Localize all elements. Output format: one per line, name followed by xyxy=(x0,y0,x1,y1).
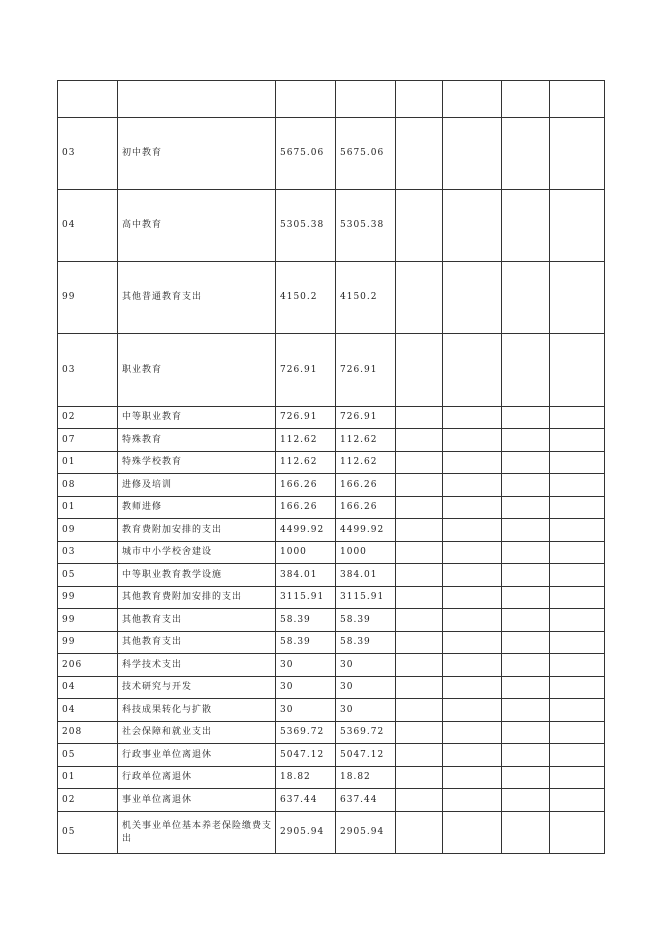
value-cell: 30 xyxy=(336,699,396,722)
code-cell: 03 xyxy=(58,542,118,564)
value-cell: 5675.06 xyxy=(276,118,336,190)
code-cell: 99 xyxy=(58,587,118,609)
value-cell: 30 xyxy=(336,654,396,677)
value-cell: 2905.94 xyxy=(276,812,336,854)
code-cell: 05 xyxy=(58,744,118,767)
empty-cell xyxy=(443,542,502,564)
value-cell: 112.62 xyxy=(276,429,336,452)
empty-cell xyxy=(396,609,443,632)
empty-cell xyxy=(396,118,443,190)
code-cell: 04 xyxy=(58,190,118,262)
empty-cell xyxy=(396,632,443,654)
empty-cell xyxy=(443,699,502,722)
empty-cell xyxy=(502,542,550,564)
table-row xyxy=(58,587,605,609)
empty-cell xyxy=(502,632,550,654)
code-cell: 03 xyxy=(58,334,118,407)
empty-cell xyxy=(502,519,550,542)
code-cell: 02 xyxy=(58,789,118,812)
empty-cell xyxy=(396,654,443,677)
value-cell: 5305.38 xyxy=(276,190,336,262)
empty-cell xyxy=(443,722,502,744)
name-cell: 高中教育 xyxy=(118,190,276,262)
code-cell: 09 xyxy=(58,519,118,542)
table-row xyxy=(58,677,605,699)
name-cell: 其他教育费附加安排的支出 xyxy=(118,587,276,609)
empty-cell xyxy=(550,587,605,609)
value-cell: 166.26 xyxy=(276,474,336,497)
empty-cell xyxy=(502,190,550,262)
code-cell: 03 xyxy=(58,118,118,190)
value-cell: 166.26 xyxy=(336,474,396,497)
empty-cell xyxy=(502,474,550,497)
empty-cell xyxy=(443,429,502,452)
name-cell: 机关事业单位基本养老保险缴费支出 xyxy=(118,812,276,854)
empty-cell xyxy=(396,564,443,587)
code-cell: 05 xyxy=(58,812,118,854)
name-cell: 中等职业教育 xyxy=(118,407,276,429)
empty-cell xyxy=(550,452,605,474)
value-cell: 637.44 xyxy=(276,789,336,812)
name-cell: 技术研究与开发 xyxy=(118,677,276,699)
value-cell: 30 xyxy=(276,654,336,677)
value-cell: 112.62 xyxy=(336,429,396,452)
table-row xyxy=(58,190,605,262)
value-cell xyxy=(276,81,336,118)
empty-cell xyxy=(550,789,605,812)
table-row xyxy=(58,474,605,497)
empty-cell xyxy=(502,744,550,767)
name-cell: 中等职业教育教学设施 xyxy=(118,564,276,587)
empty-cell xyxy=(443,609,502,632)
empty-cell xyxy=(550,118,605,190)
name-cell: 科学技术支出 xyxy=(118,654,276,677)
empty-cell xyxy=(502,118,550,190)
table-row xyxy=(58,789,605,812)
empty-cell xyxy=(550,722,605,744)
value-cell: 1000 xyxy=(336,542,396,564)
code-cell: 05 xyxy=(58,564,118,587)
value-cell: 30 xyxy=(276,699,336,722)
empty-cell xyxy=(443,587,502,609)
empty-cell xyxy=(502,429,550,452)
code-cell: 01 xyxy=(58,452,118,474)
empty-cell xyxy=(550,497,605,519)
value-cell: 58.39 xyxy=(276,632,336,654)
value-cell: 726.91 xyxy=(276,407,336,429)
empty-cell xyxy=(396,334,443,407)
table-row xyxy=(58,654,605,677)
empty-cell xyxy=(443,564,502,587)
empty-cell xyxy=(502,334,550,407)
empty-cell xyxy=(443,654,502,677)
name-cell: 社会保障和就业支出 xyxy=(118,722,276,744)
name-cell: 其他普通教育支出 xyxy=(118,262,276,334)
empty-cell xyxy=(396,519,443,542)
table-row xyxy=(58,699,605,722)
empty-cell xyxy=(443,262,502,334)
code-cell: 02 xyxy=(58,407,118,429)
table-row xyxy=(58,519,605,542)
empty-cell xyxy=(550,564,605,587)
name-cell: 初中教育 xyxy=(118,118,276,190)
empty-cell xyxy=(443,334,502,407)
table-row xyxy=(58,609,605,632)
empty-cell xyxy=(550,334,605,407)
empty-cell xyxy=(443,632,502,654)
empty-cell xyxy=(550,262,605,334)
code-cell: 99 xyxy=(58,609,118,632)
name-cell: 教师进修 xyxy=(118,497,276,519)
table-row xyxy=(58,497,605,519)
empty-cell xyxy=(502,587,550,609)
empty-cell xyxy=(502,407,550,429)
empty-cell xyxy=(443,789,502,812)
code-cell xyxy=(58,81,118,118)
empty-cell xyxy=(396,677,443,699)
value-cell: 30 xyxy=(336,677,396,699)
value-cell xyxy=(336,81,396,118)
table-row xyxy=(58,722,605,744)
value-cell: 18.82 xyxy=(276,767,336,789)
empty-cell xyxy=(550,632,605,654)
name-cell: 行政单位离退休 xyxy=(118,767,276,789)
name-cell: 科技成果转化与扩散 xyxy=(118,699,276,722)
value-cell: 166.26 xyxy=(336,497,396,519)
code-cell: 07 xyxy=(58,429,118,452)
empty-cell xyxy=(396,722,443,744)
empty-cell xyxy=(443,452,502,474)
table-row xyxy=(58,118,605,190)
empty-cell xyxy=(396,587,443,609)
name-cell xyxy=(118,81,276,118)
empty-cell xyxy=(502,262,550,334)
empty-cell xyxy=(396,474,443,497)
empty-cell xyxy=(443,744,502,767)
value-cell: 4499.92 xyxy=(276,519,336,542)
name-cell: 特殊教育 xyxy=(118,429,276,452)
empty-cell xyxy=(550,609,605,632)
table-row xyxy=(58,812,605,854)
table-row xyxy=(58,632,605,654)
empty-cell xyxy=(443,812,502,854)
empty-cell xyxy=(443,118,502,190)
table-row xyxy=(58,452,605,474)
empty-cell xyxy=(396,190,443,262)
table-row xyxy=(58,407,605,429)
empty-cell xyxy=(550,81,605,118)
empty-cell xyxy=(502,699,550,722)
empty-cell xyxy=(550,744,605,767)
empty-cell xyxy=(396,497,443,519)
empty-cell xyxy=(396,789,443,812)
value-cell: 58.39 xyxy=(336,632,396,654)
name-cell: 其他教育支出 xyxy=(118,632,276,654)
empty-cell xyxy=(396,699,443,722)
value-cell: 18.82 xyxy=(336,767,396,789)
table-row xyxy=(58,564,605,587)
value-cell: 726.91 xyxy=(336,407,396,429)
code-cell: 208 xyxy=(58,722,118,744)
empty-cell xyxy=(443,474,502,497)
empty-cell xyxy=(396,452,443,474)
value-cell: 5369.72 xyxy=(276,722,336,744)
value-cell: 2905.94 xyxy=(336,812,396,854)
value-cell: 1000 xyxy=(276,542,336,564)
empty-cell xyxy=(396,542,443,564)
table-row xyxy=(58,334,605,407)
code-cell: 08 xyxy=(58,474,118,497)
empty-cell xyxy=(396,81,443,118)
code-cell: 01 xyxy=(58,767,118,789)
empty-cell xyxy=(502,81,550,118)
table-row xyxy=(58,542,605,564)
table-row xyxy=(58,81,605,118)
value-cell: 166.26 xyxy=(276,497,336,519)
empty-cell xyxy=(550,474,605,497)
empty-cell xyxy=(502,564,550,587)
budget-table xyxy=(57,80,605,854)
empty-cell xyxy=(443,190,502,262)
empty-cell xyxy=(396,429,443,452)
value-cell: 5305.38 xyxy=(336,190,396,262)
empty-cell xyxy=(550,677,605,699)
value-cell: 30 xyxy=(276,677,336,699)
empty-cell xyxy=(502,497,550,519)
empty-cell xyxy=(550,519,605,542)
empty-cell xyxy=(502,722,550,744)
value-cell: 5369.72 xyxy=(336,722,396,744)
value-cell: 3115.91 xyxy=(336,587,396,609)
code-cell: 04 xyxy=(58,699,118,722)
empty-cell xyxy=(396,812,443,854)
value-cell: 112.62 xyxy=(336,452,396,474)
empty-cell xyxy=(502,609,550,632)
code-cell: 206 xyxy=(58,654,118,677)
empty-cell xyxy=(550,190,605,262)
name-cell: 进修及培训 xyxy=(118,474,276,497)
empty-cell xyxy=(502,677,550,699)
table-row xyxy=(58,767,605,789)
empty-cell xyxy=(550,699,605,722)
empty-cell xyxy=(502,789,550,812)
empty-cell xyxy=(502,654,550,677)
empty-cell xyxy=(502,812,550,854)
code-cell: 01 xyxy=(58,497,118,519)
value-cell: 3115.91 xyxy=(276,587,336,609)
empty-cell xyxy=(550,812,605,854)
value-cell: 5047.12 xyxy=(336,744,396,767)
value-cell: 58.39 xyxy=(276,609,336,632)
value-cell: 726.91 xyxy=(276,334,336,407)
empty-cell xyxy=(550,542,605,564)
value-cell: 637.44 xyxy=(336,789,396,812)
empty-cell xyxy=(550,429,605,452)
empty-cell xyxy=(443,767,502,789)
empty-cell xyxy=(550,767,605,789)
name-cell: 职业教育 xyxy=(118,334,276,407)
table-row xyxy=(58,262,605,334)
value-cell: 4499.92 xyxy=(336,519,396,542)
value-cell: 5047.12 xyxy=(276,744,336,767)
empty-cell xyxy=(502,452,550,474)
value-cell: 384.01 xyxy=(276,564,336,587)
name-cell: 行政事业单位离退休 xyxy=(118,744,276,767)
value-cell: 112.62 xyxy=(276,452,336,474)
code-cell: 99 xyxy=(58,262,118,334)
empty-cell xyxy=(443,677,502,699)
value-cell: 384.01 xyxy=(336,564,396,587)
value-cell: 4150.2 xyxy=(276,262,336,334)
table-row xyxy=(58,744,605,767)
empty-cell xyxy=(550,407,605,429)
empty-cell xyxy=(550,654,605,677)
empty-cell xyxy=(396,767,443,789)
name-cell: 事业单位离退休 xyxy=(118,789,276,812)
value-cell: 726.91 xyxy=(336,334,396,407)
empty-cell xyxy=(443,81,502,118)
value-cell: 5675.06 xyxy=(336,118,396,190)
empty-cell xyxy=(502,767,550,789)
empty-cell xyxy=(396,262,443,334)
name-cell: 特殊学校教育 xyxy=(118,452,276,474)
empty-cell xyxy=(396,407,443,429)
code-cell: 04 xyxy=(58,677,118,699)
empty-cell xyxy=(443,497,502,519)
empty-cell xyxy=(443,519,502,542)
value-cell: 4150.2 xyxy=(336,262,396,334)
empty-cell xyxy=(396,744,443,767)
code-cell: 99 xyxy=(58,632,118,654)
name-cell: 其他教育支出 xyxy=(118,609,276,632)
name-cell: 城市中小学校舍建设 xyxy=(118,542,276,564)
name-cell: 教育费附加安排的支出 xyxy=(118,519,276,542)
table-row xyxy=(58,429,605,452)
empty-cell xyxy=(443,407,502,429)
value-cell: 58.39 xyxy=(336,609,396,632)
